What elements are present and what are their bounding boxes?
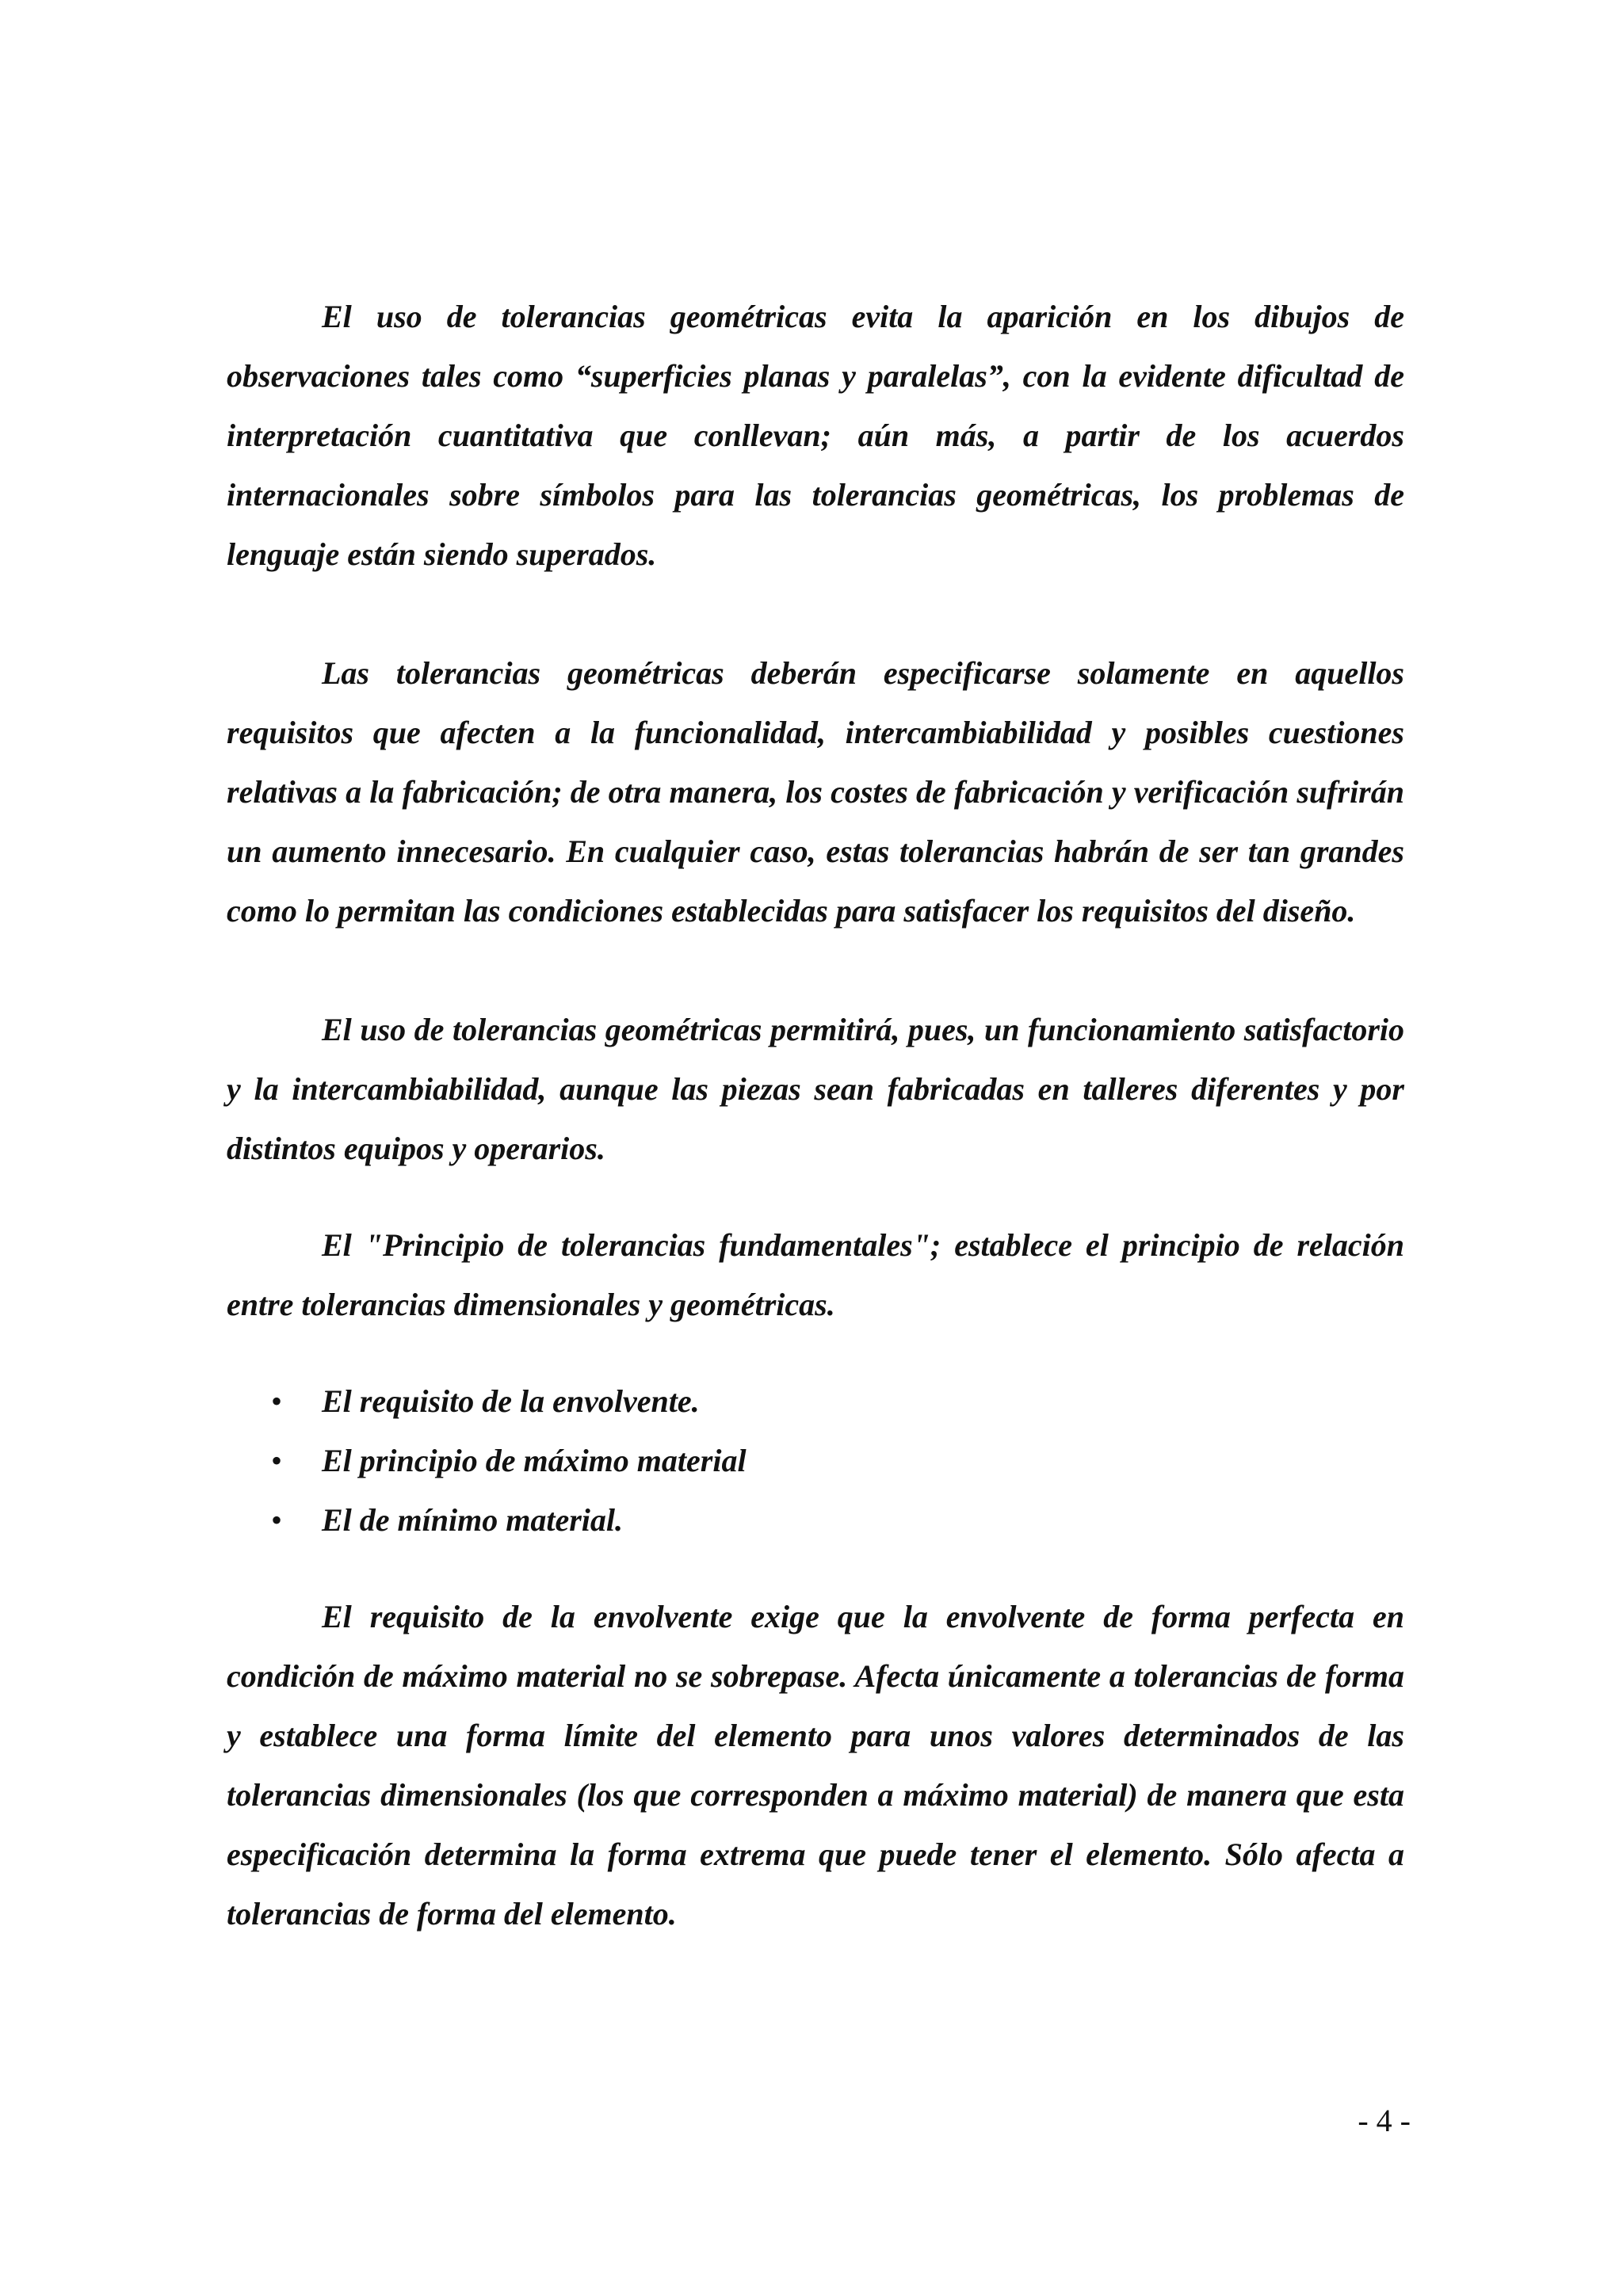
paragraph-spacer [227, 1178, 1404, 1215]
bullet-item [227, 1431, 1404, 1490]
paragraph-spacer [227, 1334, 1404, 1371]
bullet-text: El de mínimo material. [322, 1502, 624, 1538]
bullet-list [227, 1371, 1404, 1550]
bullet-dot-icon: • [271, 1383, 283, 1419]
bullet-dot-icon: • [271, 1443, 283, 1478]
bullet-dot-icon: • [271, 1502, 283, 1538]
page-number: - 4 - [1358, 2103, 1411, 2138]
document-body [227, 287, 1404, 1943]
paragraph-spacer [227, 940, 1404, 1000]
paragraph-4: El "Principio de tolerancias fundamentales"; establece el principio de relación entre tolerancias dimensionales y geométricas. [227, 1227, 1404, 1322]
bullet-item [227, 1490, 1404, 1550]
bullet-item [227, 1371, 1404, 1431]
paragraph-1: El uso de tolerancias geométricas evita la aparición en los dibujos de observaciones tales como “superficies planas y paralelas”, con la evidente dificultad de interpretación cuantitativa que conllevan; aún más, a partir de los acuerdos internacionales sobre símbolos para las tolerancias geométricas, los problemas de lenguaje están siendo superados. [227, 299, 1404, 572]
bullet-text: El principio de máximo material [322, 1443, 747, 1478]
paragraph-spacer [227, 1550, 1404, 1587]
paragraph-spacer [227, 584, 1404, 643]
paragraph-closing: El requisito de la envolvente exige que la envolvente de forma perfecta en condición de máximo material no se sobrepase. Afecta únicamente a tolerancias de forma y establece una forma límite del elemento para unos valores determinados de las tolerancias dimensionales (los que corresponden a máximo material) de manera que esta especificación determina la forma extrema que puede tener el elemento. Sólo afecta a tolerancias de forma del elemento. [227, 1599, 1404, 1932]
paragraph-2: Las tolerancias geométricas deberán especificarse solamente en aquellos requisitos que afecten a la funcionalidad, intercambiabilidad y posibles cuestiones relativas a la fabricación; de otra manera, los costes de fabricación y verificación sufrirán un aumento innecesario. En cualquier caso, estas tolerancias habrán de ser tan grandes como lo permitan las condiciones establecidas para satisfacer los requisitos del diseño. [227, 655, 1404, 929]
bullet-text: El requisito de la envolvente. [322, 1383, 700, 1419]
paragraph-3: El uso de tolerancias geométricas permitirá, pues, un funcionamiento satisfactorio y la intercambiabilidad, aunque las piezas sean fabricadas en talleres diferentes y por distintos equipos y operarios. [227, 1012, 1404, 1166]
